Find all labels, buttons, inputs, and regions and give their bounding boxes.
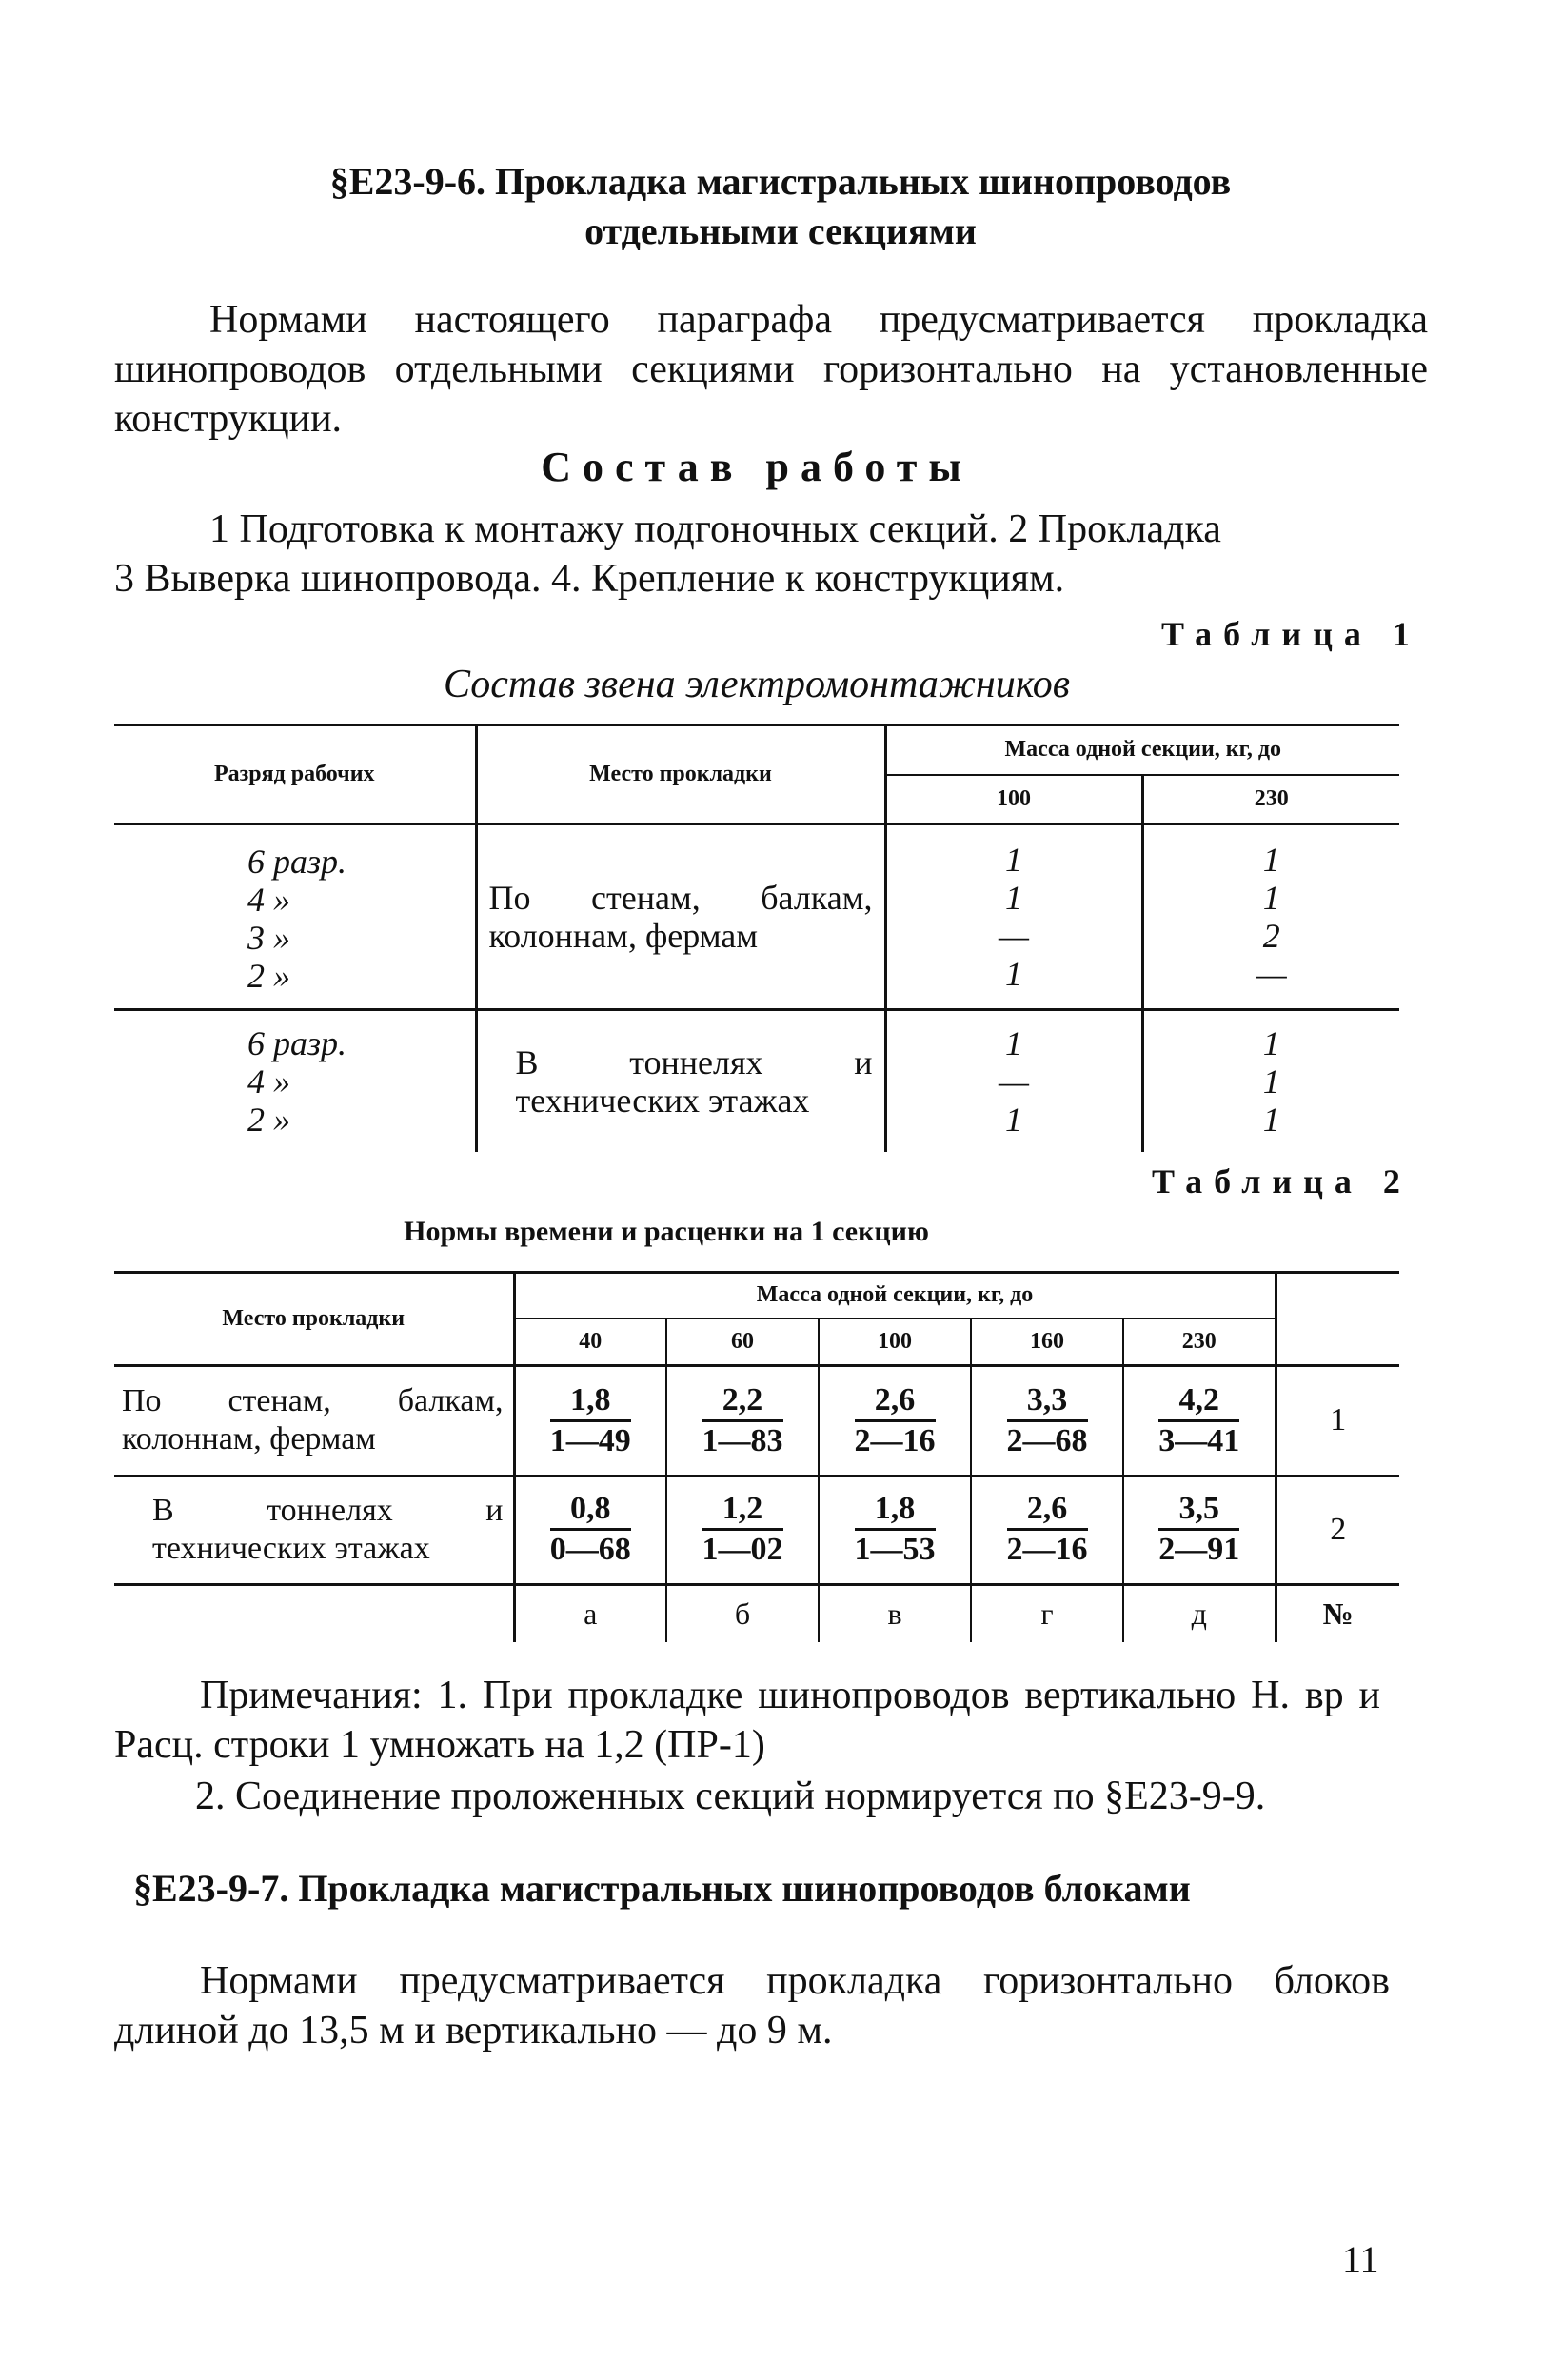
t1-header-place: Место прокладки [476,725,885,824]
table2-caption: Нормы времени и расценки на 1 секцию [404,1216,929,1247]
t2-cell [819,1476,971,1585]
t1-group1-ranks [114,824,476,1010]
t1-header-col-100: 100 [885,775,1142,824]
norm-time: 3,3 [1007,1381,1088,1422]
rate: 0—68 [549,1532,631,1568]
t1-group1-place: По стенам, балкам, колоннам, фермам [476,824,885,1010]
t1-cell: 1 [1262,841,1280,879]
t1-rank: 2 » [247,957,290,995]
t2-letter: г [971,1585,1123,1642]
t2-header-mass: Масса одной секции, кг, до [514,1273,1276,1319]
t2-row1-place: По стенам, балкам, колоннам, фермам [114,1366,514,1476]
t2-no-label: № [1322,1596,1354,1631]
t1-cell: 1 [1005,1101,1022,1139]
t2-cell [514,1366,666,1476]
t1-cell: 1 [1005,1024,1022,1062]
table1-caption: Состав звена электромонтажников [443,663,1071,706]
t2-row1-num: 1 [1330,1402,1347,1438]
t2-header-col: 60 [666,1319,819,1366]
work-heading: Состав работы [541,444,973,490]
section-title-1-line2: отдельными секциями [584,209,977,252]
rate: 2—91 [1158,1532,1240,1568]
norm-time: 2,6 [855,1381,936,1422]
table1-label: Таблица 1 [1161,615,1421,653]
t2-header-col: 230 [1123,1319,1276,1366]
t2-cell [1123,1366,1276,1476]
t2-letter: в [819,1585,971,1642]
rate: 1—49 [549,1422,631,1458]
rate: 2—16 [854,1422,936,1458]
t2-cell [971,1366,1123,1476]
t2-row2-num: 2 [1330,1511,1347,1547]
t1-rank: 4 » [247,1062,290,1101]
t1-cell: 1 [1005,841,1022,879]
norm-time: 0,8 [550,1490,631,1531]
t1-cell: 1 [1262,1101,1280,1139]
t1-rank: 6 разр. [247,843,347,881]
t1-cell: — [1256,955,1287,993]
t2-cell [666,1366,819,1476]
t2-cell [1123,1476,1276,1585]
t2-letter: а [514,1585,666,1642]
t1-group2-ranks [114,1010,476,1153]
norm-time: 1,8 [550,1381,631,1422]
section-title-1-line1: §Е23-9-6. Прокладка магистральных шинопроводов [329,160,1232,203]
t2-header-empty [1276,1273,1399,1366]
t1-rank: 4 » [247,881,290,919]
t2-row2-place: В тоннелях и технических этажах [114,1476,514,1585]
rate: 3—41 [1158,1422,1240,1458]
t2-cell [819,1366,971,1476]
t2-cell [666,1476,819,1585]
t1-header-col-230: 230 [1254,785,1289,811]
table-2 [114,1271,1399,1642]
work-line-1: 1 Подготовка к монтажу подгоночных секций. 2 Прокладка [209,507,1221,551]
t1-cell: 1 [1262,1062,1280,1101]
t2-header-place: Место прокладки [114,1273,514,1366]
t1-cell: — [998,917,1029,955]
t1-group1-col100 [885,824,1142,1010]
rate: 2—68 [1006,1422,1088,1458]
norm-time: 3,5 [1158,1490,1239,1531]
t2-letter-empty [114,1585,514,1642]
table2-label: Таблица 2 [1152,1162,1412,1200]
norm-time: 1,2 [702,1490,783,1531]
section-1-intro: Нормами настоящего параграфа предусматривается прокладка шинопроводов отдельными секциями горизонтально на установленные конструкции. [114,298,1428,441]
t1-group2-place: В тоннелях и технических этажах [476,1010,885,1153]
t1-cell: 1 [1262,879,1280,917]
table-row [114,1366,1399,1476]
t1-rank: 3 » [247,919,290,957]
table-1 [114,724,1399,1152]
t1-cell: 1 [1005,955,1022,993]
t2-cell [514,1476,666,1585]
section-title-2: §Е23-9-7. Прокладка магистральных шинопроводов блоками [133,1867,1191,1910]
t2-header-col: 40 [514,1319,666,1366]
t1-group2-col230 [1142,1010,1399,1153]
norm-time: 2,6 [1007,1490,1088,1531]
norm-time: 1,8 [855,1490,936,1531]
t1-cell: 2 [1262,917,1280,955]
page-number: 11 [1342,2238,1379,2281]
norm-time: 2,2 [702,1381,783,1422]
t2-cell [971,1476,1123,1585]
rate: 2—16 [1006,1532,1088,1568]
t2-header-col: 160 [971,1319,1123,1366]
rate: 1—02 [702,1532,783,1568]
t1-rank: 6 разр. [247,1024,347,1062]
t1-group1-col230 [1142,824,1399,1010]
t1-rank: 2 » [247,1101,290,1139]
t2-header-col: 100 [819,1319,971,1366]
t1-cell: 1 [1262,1024,1280,1062]
rate: 1—83 [702,1422,783,1458]
notes-line1: Примечания: 1. При прокладке шинопроводов вертикально Н. вр и Расц. строки 1 умножать на 1,2 (ПР-1) [114,1674,1380,1767]
t2-letter: б [666,1585,819,1642]
norm-time: 4,2 [1158,1381,1239,1422]
t1-header-mass: Масса одной секции, кг, до [885,725,1399,775]
t1-group2-col100 [885,1010,1142,1153]
work-line-2: 3 Выверка шинопровода. 4. Крепление к конструкциям. [114,557,1065,601]
section-title-1 [124,157,1437,256]
t1-header-rank: Разряд рабочих [114,725,476,824]
t1-cell: 1 [1005,879,1022,917]
rate: 1—53 [854,1532,936,1568]
notes-line2: 2. Соединение проложенных секций нормируется по §Е23-9-9. [195,1775,1266,1818]
t2-letter: д [1123,1585,1276,1642]
t1-cell: — [998,1062,1029,1101]
table-row [114,1476,1399,1585]
section-2-intro: Нормами предусматривается прокладка горизонтально блоков длиной до 13,5 м и вертикально — до 9 м. [114,1959,1390,2053]
t2-letter-row [114,1585,1399,1642]
